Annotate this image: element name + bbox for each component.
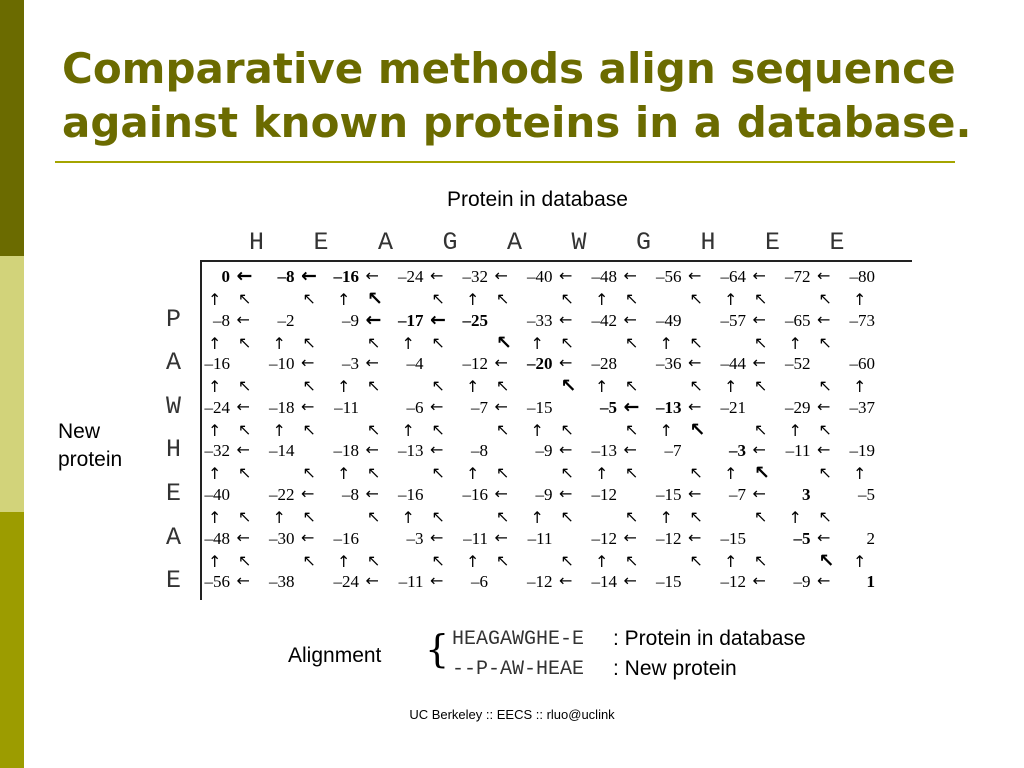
diagonal-arrow-icon: ↖	[431, 376, 445, 396]
left-arrow-icon: ←	[236, 309, 250, 329]
column-header: A	[377, 228, 393, 257]
left-arrow-icon: ←	[817, 527, 831, 547]
matrix-cell: –52	[785, 354, 811, 374]
matrix-cell: –4	[406, 354, 424, 374]
matrix-cell: –29	[785, 397, 811, 417]
diagonal-arrow-icon: ↖	[754, 462, 770, 485]
up-arrow-icon: ↑	[337, 377, 351, 397]
matrix-cell: –19	[849, 441, 875, 461]
up-arrow-icon: ↑	[788, 508, 802, 527]
column-header: E	[764, 228, 780, 257]
alignment-desc-database: : Protein in database	[613, 627, 806, 650]
matrix-cell: –13	[591, 441, 617, 461]
left-arrow-icon: ←	[623, 266, 637, 285]
left-arrow-icon: ←	[430, 440, 444, 460]
left-arrow-icon: ←	[494, 484, 508, 503]
up-arrow-icon: ↑	[272, 333, 286, 353]
left-arrow-icon: ←	[752, 440, 766, 460]
matrix-cell: –80	[849, 267, 875, 286]
diagonal-arrow-icon: ↖	[625, 550, 639, 570]
up-arrow-icon: ↑	[272, 508, 286, 527]
left-arrow-icon: ←	[301, 484, 315, 503]
up-arrow-icon: ↑	[853, 377, 867, 397]
column-header: G	[635, 228, 651, 257]
diagonal-arrow-icon: ↖	[625, 463, 639, 483]
left-arrow-icon: ←	[817, 440, 831, 460]
matrix-cell: –32	[462, 267, 488, 286]
matrix-cell: –12	[591, 485, 617, 504]
matrix-cell: –60	[849, 354, 875, 374]
diagonal-arrow-icon: ↖	[496, 376, 510, 396]
matrix-cell: –20	[527, 354, 553, 374]
matrix-cell: –42	[591, 310, 617, 330]
left-arrow-icon: ←	[559, 440, 573, 460]
left-arrow-icon: ←	[430, 571, 444, 591]
up-arrow-icon: ↑	[595, 377, 609, 397]
diagonal-arrow-icon: ↖	[754, 289, 768, 308]
matrix-cell: –9	[535, 441, 553, 461]
stripe-bottom	[0, 512, 24, 768]
left-arrow-icon: ←	[430, 527, 444, 547]
up-arrow-icon: ↑	[724, 290, 738, 309]
row-header: E	[166, 566, 182, 596]
up-arrow-icon: ↑	[788, 420, 802, 440]
matrix-cell: –40	[527, 267, 553, 286]
up-arrow-icon: ↑	[401, 420, 415, 440]
matrix-cell: –21	[720, 397, 746, 417]
matrix-cell: –56	[656, 267, 682, 286]
left-arrow-icon: ←	[301, 527, 315, 547]
diagonal-arrow-icon: ↖	[689, 463, 703, 483]
diagonal-arrow-icon: ↖	[754, 507, 768, 526]
left-arrow-icon: ←	[559, 484, 573, 503]
left-arrow-icon: ←	[365, 571, 379, 591]
diagonal-arrow-icon: ↖	[625, 332, 639, 352]
up-arrow-icon: ↑	[337, 290, 351, 309]
left-arrow-icon: ←	[688, 396, 702, 416]
up-arrow-icon: ↑	[272, 420, 286, 440]
matrix-cell: 3	[802, 485, 811, 504]
left-arrow-icon: ←	[688, 527, 702, 547]
left-arrow-icon: ←	[623, 571, 637, 591]
row-header: E	[166, 479, 182, 508]
matrix-cell: –15	[527, 397, 553, 417]
diagonal-arrow-icon: ↖	[818, 332, 832, 352]
column-header: E	[829, 228, 845, 257]
diagonal-arrow-icon: ↖	[302, 550, 316, 570]
column-header: W	[571, 228, 587, 257]
left-arrow-icon: ←	[494, 266, 508, 285]
diagonal-arrow-icon: ↖	[431, 507, 445, 526]
up-arrow-icon: ↑	[530, 420, 544, 440]
stripe-top	[0, 0, 24, 256]
matrix-cell: –49	[656, 310, 682, 330]
matrix-cell: –73	[849, 310, 875, 330]
diagonal-arrow-icon: ↖	[302, 507, 316, 526]
left-arrow-icon: ←	[623, 440, 637, 460]
left-arrow-icon: ←	[236, 527, 250, 547]
matrix-cell: 2	[866, 528, 875, 548]
up-arrow-icon: ↑	[466, 464, 480, 484]
diagonal-arrow-icon: ↖	[431, 463, 445, 483]
row-header: H	[166, 435, 182, 465]
diagonal-arrow-icon: ↖	[625, 289, 639, 308]
alignment-label: Alignment	[288, 644, 382, 667]
left-arrow-icon: ←	[236, 440, 250, 460]
diagonal-arrow-icon: ↖	[238, 507, 252, 526]
left-arrow-icon: ←	[365, 266, 379, 285]
matrix-cell: –24	[398, 267, 424, 286]
left-arrow-icon: ←	[559, 309, 573, 329]
up-arrow-icon: ↑	[659, 420, 673, 440]
left-arrow-icon: ←	[236, 396, 250, 416]
matrix-cell: –3	[342, 354, 359, 374]
diagonal-arrow-icon: ↖	[560, 550, 574, 570]
diagonal-arrow-icon: ↖	[302, 289, 316, 308]
left-arrow-icon: ←	[365, 484, 379, 503]
left-arrow-icon: ←	[817, 266, 831, 285]
diagonal-arrow-icon: ↖	[560, 463, 574, 483]
matrix-cell: –11	[334, 397, 359, 417]
column-header: H	[700, 228, 716, 257]
left-arrow-icon: ←	[817, 571, 831, 591]
diagonal-arrow-icon: ↖	[367, 288, 383, 310]
matrix-cell: –5	[858, 485, 875, 504]
diagonal-arrow-icon: ↖	[431, 289, 445, 308]
diagonal-arrow-icon: ↖	[818, 376, 832, 396]
up-arrow-icon: ↑	[724, 551, 738, 571]
diagonal-arrow-icon: ↖	[689, 550, 703, 570]
matrix-cell: –12	[720, 572, 746, 592]
matrix-cell: –7	[471, 397, 488, 417]
matrix-cell: –8	[277, 267, 295, 286]
left-arrow-icon: ←	[494, 396, 508, 416]
matrix-cell: –3	[406, 528, 424, 548]
column-header: G	[442, 228, 458, 257]
matrix-cell: –11	[463, 528, 488, 548]
matrix-cell: –13	[656, 397, 682, 417]
left-arrow-icon: ←	[301, 353, 315, 373]
matrix-cell: 1	[866, 572, 875, 592]
diagonal-arrow-icon: ↖	[689, 507, 703, 526]
matrix-cell: –33	[527, 310, 553, 330]
left-arrow-icon: ←	[817, 396, 831, 416]
alignment-brace: {	[425, 627, 450, 671]
matrix-cell: –22	[269, 485, 295, 504]
matrix-cell: –64	[720, 267, 746, 286]
matrix-cell: –36	[656, 354, 682, 374]
matrix-cell: –16	[333, 267, 359, 286]
left-arrow-icon: ←	[365, 440, 379, 460]
diagonal-arrow-icon: ↖	[496, 331, 512, 354]
diagonal-arrow-icon: ↖	[496, 289, 510, 308]
matrix-cell: –9	[535, 485, 553, 504]
up-arrow-icon: ↑	[724, 464, 738, 484]
left-arrow-icon: ←	[752, 266, 766, 285]
up-arrow-icon: ↑	[595, 464, 609, 484]
diagonal-arrow-icon: ↖	[238, 376, 252, 396]
up-arrow-icon: ↑	[466, 377, 480, 397]
matrix-cell: –11	[785, 441, 811, 461]
matrix-cell: –7	[729, 485, 746, 504]
matrix-cell: –24	[204, 397, 230, 417]
up-arrow-icon: ↑	[208, 464, 222, 484]
left-arrow-icon: ←	[494, 527, 508, 547]
matrix-cell: –8	[471, 441, 488, 461]
diagonal-arrow-icon: ↖	[238, 289, 252, 308]
left-arrow-icon: ←	[623, 527, 637, 547]
matrix-cell: –11	[527, 528, 553, 548]
diagonal-arrow-icon: ↖	[431, 550, 445, 570]
matrix-cell: –18	[333, 441, 359, 461]
diagonal-arrow-icon: ↖	[302, 376, 316, 396]
up-arrow-icon: ↑	[853, 464, 867, 484]
column-header: E	[313, 228, 329, 257]
diagonal-arrow-icon: ↖	[367, 332, 381, 352]
alignment-seq-database: HEAGAWGHE-E	[452, 628, 585, 651]
diagonal-arrow-icon: ↖	[238, 463, 252, 483]
matrix-cell: –44	[720, 354, 746, 374]
row-header: A	[166, 522, 182, 552]
diagonal-arrow-icon: ↖	[625, 419, 639, 439]
matrix-cell: –14	[269, 441, 295, 461]
matrix-cell: –16	[204, 354, 230, 374]
title-rule	[55, 161, 955, 163]
caption-new-protein: New protein	[58, 420, 123, 471]
left-arrow-icon: ←	[365, 353, 379, 373]
left-arrow-icon: ←	[817, 309, 831, 329]
matrix-cell: –6	[471, 572, 488, 592]
row-header: A	[166, 348, 182, 378]
diagonal-arrow-icon: ↖	[302, 419, 316, 439]
matrix-cell: –2	[277, 310, 295, 330]
matrix-cell: –16	[398, 485, 424, 504]
diagonal-arrow-icon: ↖	[302, 463, 316, 483]
matrix-cell: –25	[462, 310, 488, 330]
left-arrow-icon: ←	[688, 484, 702, 503]
up-arrow-icon: ↑	[595, 551, 609, 571]
matrix-cell: –8	[342, 485, 359, 504]
matrix-cell: –28	[591, 354, 617, 374]
matrix-cell: –12	[462, 354, 488, 374]
up-arrow-icon: ↑	[853, 290, 867, 309]
matrix-cell: –10	[269, 354, 295, 374]
diagonal-arrow-icon: ↖	[818, 463, 832, 483]
diagonal-arrow-icon: ↖	[818, 507, 832, 526]
up-arrow-icon: ↑	[337, 464, 351, 484]
diagonal-arrow-icon: ↖	[689, 289, 703, 308]
diagonal-arrow-icon: ↖	[560, 507, 574, 526]
matrix-cell: –5	[600, 397, 617, 417]
up-arrow-icon: ↑	[724, 377, 738, 397]
diagonal-arrow-icon: ↖	[754, 332, 768, 352]
matrix-cell: –16	[333, 528, 359, 548]
diagonal-arrow-icon: ↖	[367, 419, 381, 439]
matrix-cell: –13	[398, 441, 424, 461]
left-arrow-icon: ←	[559, 353, 573, 373]
matrix-cell: –8	[213, 310, 230, 330]
diagonal-arrow-icon: ↖	[496, 507, 510, 526]
diagonal-arrow-icon: ↖	[754, 550, 768, 570]
column-header: A	[506, 228, 522, 257]
left-arrow-icon: ←	[688, 353, 702, 373]
left-arrow-icon: ←	[494, 353, 508, 373]
matrix-cell: –6	[406, 397, 424, 417]
left-arrow-icon: ←	[752, 571, 766, 591]
diagonal-arrow-icon: ↖	[238, 332, 252, 352]
matrix-cell: –37	[849, 397, 875, 417]
matrix-cell: –17	[398, 310, 424, 330]
alignment-seq-new: --P-AW-HEAE	[452, 658, 585, 681]
up-arrow-icon: ↑	[208, 377, 222, 397]
up-arrow-icon: ↑	[466, 551, 480, 571]
up-arrow-icon: ↑	[659, 333, 673, 353]
matrix-cell: –72	[785, 267, 811, 286]
diagonal-arrow-icon: ↖	[560, 419, 574, 439]
left-arrow-icon: ←	[301, 265, 317, 287]
matrix-cell: –15	[656, 485, 682, 504]
diagonal-arrow-icon: ↖	[496, 550, 510, 570]
matrix-cell: –7	[664, 441, 682, 461]
up-arrow-icon: ↑	[595, 290, 609, 309]
left-arrow-icon: ←	[236, 571, 250, 591]
diagonal-arrow-icon: ↖	[754, 376, 768, 396]
left-arrow-icon: ←	[752, 353, 766, 373]
diagonal-arrow-icon: ↖	[560, 332, 574, 352]
up-arrow-icon: ↑	[208, 508, 222, 527]
left-arrow-icon: ←	[365, 308, 382, 331]
matrix-cell: –14	[591, 572, 617, 592]
matrix-cell: –12	[656, 528, 682, 548]
left-arrow-icon: ←	[236, 265, 253, 287]
slide-title: Comparative methods align sequence against known proteins in a database.	[62, 44, 972, 147]
diagonal-arrow-icon: ↖	[431, 332, 445, 352]
diagonal-arrow-icon: ↖	[431, 419, 445, 439]
left-arrow-icon: ←	[688, 266, 702, 285]
matrix-cell: –48	[591, 267, 617, 286]
matrix-horizontal-rule	[200, 260, 912, 262]
matrix-cell: –38	[269, 572, 295, 592]
diagonal-arrow-icon: ↖	[818, 549, 835, 572]
left-arrow-icon: ←	[623, 309, 637, 329]
diagonal-arrow-icon: ↖	[496, 463, 510, 483]
matrix-cell: –11	[398, 572, 424, 592]
diagonal-arrow-icon: ↖	[625, 376, 639, 396]
left-arrow-icon: ←	[752, 309, 766, 329]
diagonal-arrow-icon: ↖	[302, 332, 316, 352]
up-arrow-icon: ↑	[659, 508, 673, 527]
diagonal-arrow-icon: ↖	[367, 550, 381, 570]
matrix-cell: –9	[342, 310, 359, 330]
column-header: H	[248, 228, 264, 257]
up-arrow-icon: ↑	[401, 333, 415, 353]
row-header: W	[166, 391, 182, 421]
up-arrow-icon: ↑	[466, 290, 480, 309]
up-arrow-icon: ↑	[208, 551, 222, 571]
left-arrow-icon: ←	[559, 571, 573, 591]
diagonal-arrow-icon: ↖	[238, 550, 252, 570]
left-arrow-icon: ←	[430, 266, 444, 285]
left-arrow-icon: ←	[752, 484, 766, 503]
matrix-cell: –12	[527, 572, 553, 592]
up-arrow-icon: ↑	[853, 551, 867, 571]
matrix-cell: –18	[269, 397, 295, 417]
diagonal-arrow-icon: ↖	[367, 463, 381, 483]
left-arrow-icon: ←	[430, 308, 446, 331]
diagonal-arrow-icon: ↖	[560, 375, 577, 398]
matrix-cell: –5	[793, 528, 811, 548]
diagonal-arrow-icon: ↖	[818, 419, 832, 439]
diagonal-arrow-icon: ↖	[689, 332, 703, 352]
matrix-cell: 0	[221, 267, 230, 286]
up-arrow-icon: ↑	[208, 333, 222, 353]
diagonal-arrow-icon: ↖	[238, 419, 252, 439]
matrix-cell: –48	[204, 528, 230, 548]
caption-protein-in-database: Protein in database	[447, 188, 628, 211]
up-arrow-icon: ↑	[788, 333, 802, 353]
alignment-desc-new: : New protein	[613, 657, 737, 680]
up-arrow-icon: ↑	[208, 420, 222, 440]
diagonal-arrow-icon: ↖	[496, 419, 510, 439]
diagonal-arrow-icon: ↖	[367, 376, 381, 396]
matrix-cell: –16	[462, 485, 488, 504]
left-arrow-icon: ←	[430, 396, 444, 416]
left-arrow-icon: ←	[559, 266, 573, 285]
left-arrow-icon: ←	[623, 395, 640, 418]
matrix-cell: –15	[656, 572, 682, 592]
row-header: P	[166, 304, 182, 334]
diagonal-arrow-icon: ↖	[689, 376, 703, 396]
diagonal-arrow-icon: ↖	[818, 289, 832, 308]
matrix-cell: –32	[204, 441, 230, 461]
up-arrow-icon: ↑	[401, 508, 415, 527]
up-arrow-icon: ↑	[530, 508, 544, 527]
matrix-cell: –12	[591, 528, 617, 548]
matrix-cell: –56	[204, 572, 230, 592]
matrix-cell: –15	[720, 528, 746, 548]
left-arrow-icon: ←	[301, 396, 315, 416]
matrix-cell: –3	[729, 441, 746, 461]
matrix-cell: –30	[269, 528, 295, 548]
up-arrow-icon: ↑	[208, 290, 222, 309]
diagonal-arrow-icon: ↖	[625, 507, 639, 526]
up-arrow-icon: ↑	[530, 333, 544, 353]
diagonal-arrow-icon: ↖	[689, 418, 706, 441]
matrix-cell: –24	[333, 572, 359, 592]
matrix-cell: –57	[720, 310, 746, 330]
matrix-cell: –40	[204, 485, 230, 504]
diagonal-arrow-icon: ↖	[560, 289, 574, 308]
diagonal-arrow-icon: ↖	[754, 419, 768, 439]
stripe-middle	[0, 256, 24, 512]
matrix-cell: –65	[785, 310, 811, 330]
footer: UC Berkeley :: EECS :: rluo@uclink	[409, 707, 615, 722]
diagonal-arrow-icon: ↖	[367, 507, 381, 526]
up-arrow-icon: ↑	[337, 551, 351, 571]
matrix-cell: –9	[793, 572, 811, 592]
